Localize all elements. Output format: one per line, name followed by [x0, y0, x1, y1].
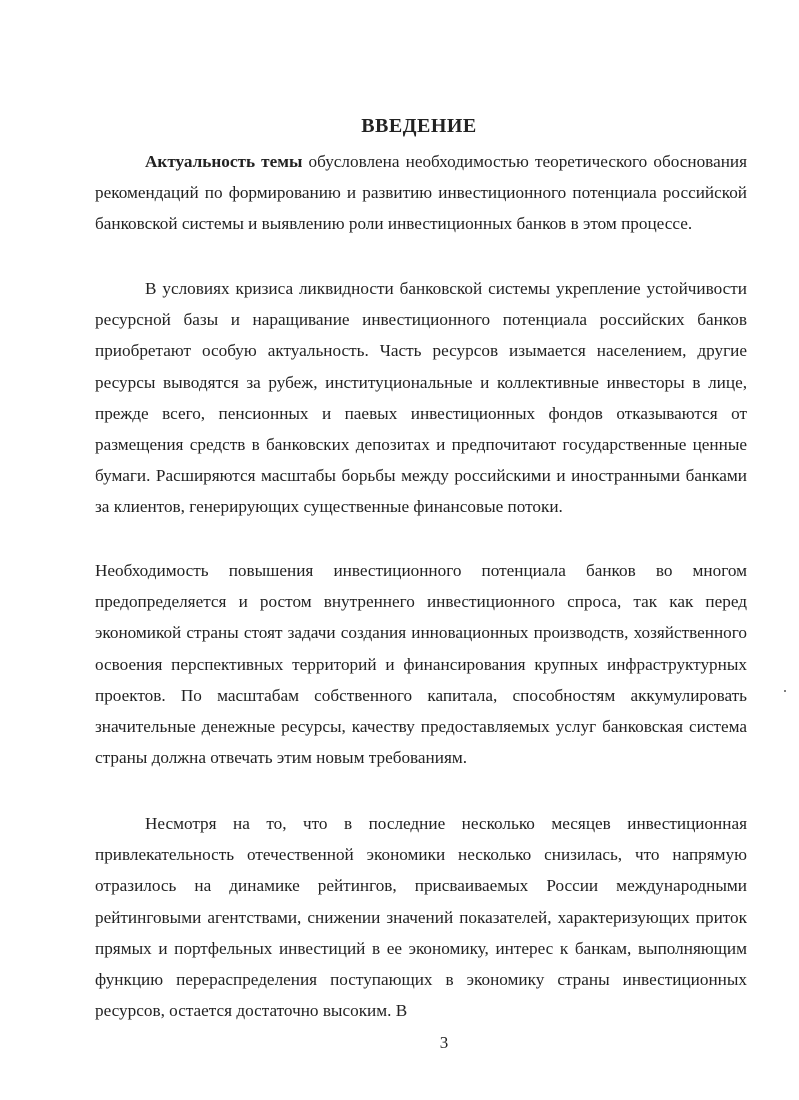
scan-speck [784, 690, 786, 692]
paragraph-text: обусловлена необходимостью теоретического обоснования рекомендаций по формированию и развитию инвестиционного потенциала российской банковской системы и выявлению роли инвестиционных банков в этом процессе. [95, 152, 747, 234]
paragraph-liquidity-crisis: В условиях кризиса ликвидности банковской системы укрепление устойчивости ресурсной базы и наращивание инвестиционного потенциала российских банков приобретают особую актуальность. Часть ресурсов изымается населением, другие ресурсы выводятся за рубеж, институциональные и коллективные инвесторы в лице, прежде всего, пенсионных и паевых инвестиционных фондов отказываются от размещения средств в банковских депозитах и предпочитают государственные ценные бумаги. Расширяются масштабы борьбы между российскими и иностранными банками за клиентов, генерирующих существенные финансовые потоки. [95, 279, 747, 517]
paragraph-investment-demand: Необходимость повышения инвестиционного потенциала банков во многом предопределяется и ростом внутреннего инвестиционного спроса, так как перед экономикой страны стоят задачи создания инновационных производств, хозяйственного освоения перспективных территорий и финансирования крупных инфраструктурных проектов. По масштабам собственного капитала, способностям аккумулировать значительные денежные ресурсы, качеству предоставляемых услуг банковская система страны должна отвечать этим новым требованиям. [95, 561, 747, 768]
paragraph-relevance [95, 146, 747, 240]
paragraph-lead: Актуальность темы [145, 152, 303, 171]
page-title: ВВЕДЕНИЕ [361, 115, 477, 137]
page-number: 3 [439, 1033, 449, 1052]
paragraph-investment-attractiveness: Несмотря на то, что в последние несколько месяцев инвестиционная привлекательность отечественной экономики несколько снизилась, что напрямую отразилось на динамике рейтингов, присваиваемых России международными рейтинговыми агентствами, снижении значений показателей, характеризующих приток прямых и портфельных инвестиций в ее экономику, интерес к банкам, выполняющим функцию перераспределения поступающих в экономику страны инвестиционных ресурсов, остается достаточно высоким. В [95, 814, 747, 1021]
